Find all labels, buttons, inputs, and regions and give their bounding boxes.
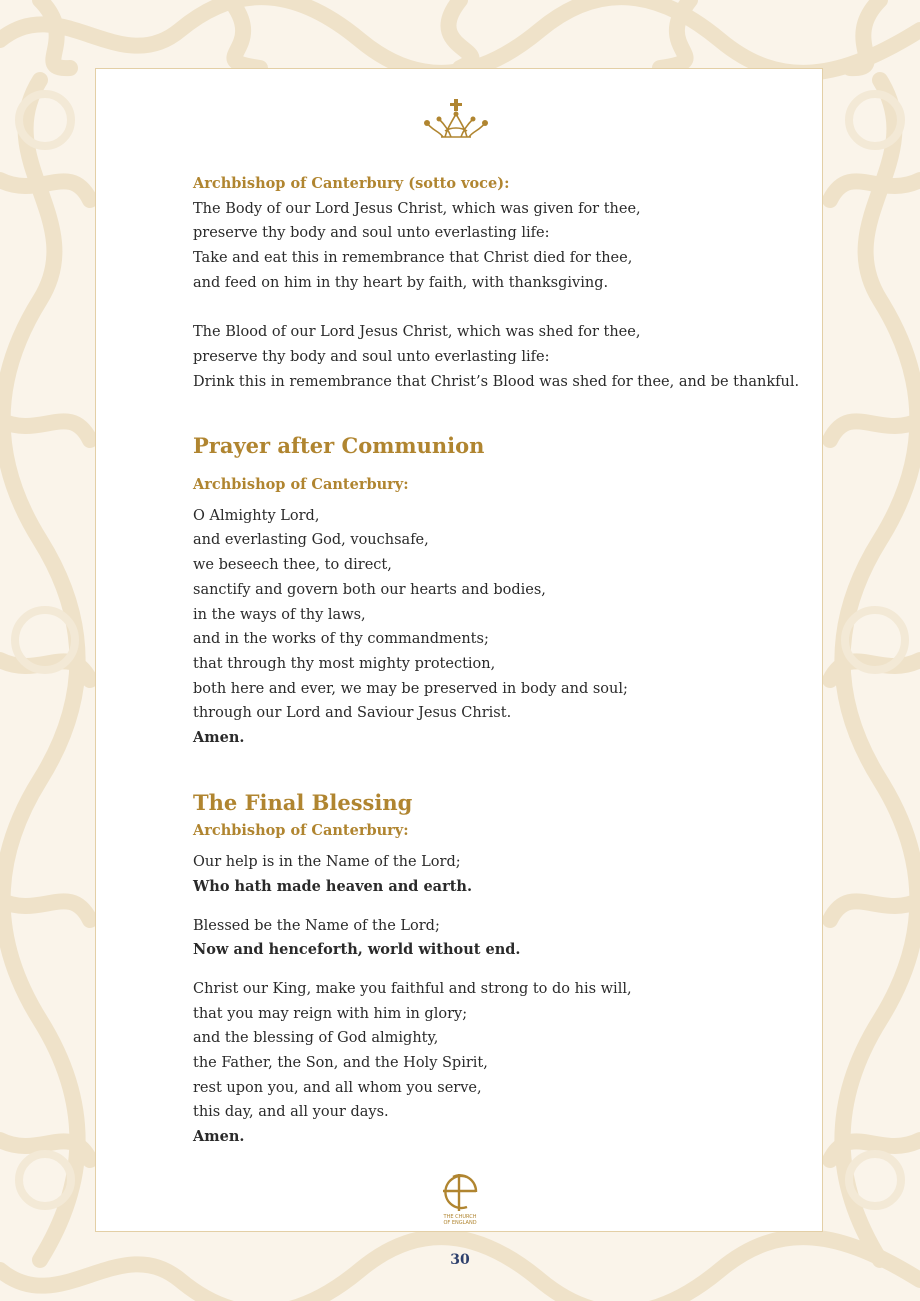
response-line: Who hath made heaven and earth.	[193, 877, 472, 895]
document-content	[193, 172, 800, 1150]
text-line: both here and ever, we may be preserved in body and soul;	[193, 680, 628, 697]
church-of-england-logo	[437, 1171, 483, 1227]
logo-text-line-1: THE CHURCH	[443, 1214, 477, 1220]
text-line: Take and eat this in remembrance that Christ died for thee,	[193, 250, 633, 267]
blessing-speaker: Archbishop of Canterbury:	[193, 822, 409, 840]
text-line: this day, and all your days.	[193, 1104, 389, 1121]
amen-response: Amen.	[193, 1128, 245, 1146]
text-line: and the blessing of God almighty,	[193, 1030, 439, 1047]
crown-icon	[421, 97, 491, 143]
logo-text-line-2: OF ENGLAND	[443, 1220, 477, 1226]
text-line: that you may reign with him in glory;	[193, 1005, 468, 1022]
amen-response: Amen.	[193, 729, 245, 747]
text-line: that through thy most mighty protection,	[193, 655, 496, 672]
text-line: sanctify and govern both our hearts and bodies,	[193, 581, 546, 598]
versicle-line: Our help is in the Name of the Lord;	[193, 854, 461, 871]
prayer-speaker: Archbishop of Canterbury:	[193, 476, 409, 494]
blessing-text	[193, 977, 793, 1150]
text-line: Christ our King, make you faithful and strong to do his will,	[193, 980, 632, 997]
communion-body-text	[193, 197, 793, 296]
response-line: Now and henceforth, world without end.	[193, 941, 521, 959]
page-number: 30	[450, 1252, 470, 1268]
blessing-versicle-2	[193, 914, 793, 963]
text-line: The Body of our Lord Jesus Christ, which was given for thee,	[193, 200, 641, 217]
text-line: preserve thy body and soul unto everlasting life:	[193, 348, 550, 365]
text-line: and everlasting God, vouchsafe,	[193, 532, 429, 549]
text-line: through our Lord and Saviour Jesus Christ.	[193, 705, 512, 722]
text-line: and in the works of thy commandments;	[193, 631, 489, 648]
text-line: and feed on him in thy heart by faith, with thanksgiving.	[193, 274, 609, 291]
text-line: in the ways of thy laws,	[193, 606, 366, 623]
text-line: Drink this in remembrance that Christ’s Blood was shed for thee, and be thankful.	[193, 373, 800, 390]
prayer-heading: Prayer after Communion	[193, 433, 485, 459]
text-line: The Blood of our Lord Jesus Christ, which was shed for thee,	[193, 324, 641, 341]
text-line: rest upon you, and all whom you serve,	[193, 1079, 482, 1096]
text-line: O Almighty Lord,	[193, 507, 320, 524]
text-line: we beseech thee, to direct,	[193, 557, 392, 574]
communion-blood-text	[193, 320, 800, 394]
text-line: the Father, the Son, and the Holy Spirit,	[193, 1055, 488, 1072]
blessing-versicle-1	[193, 850, 793, 899]
prayer-text	[193, 504, 793, 751]
text-line: preserve thy body and soul unto everlasting life:	[193, 225, 550, 242]
versicle-line: Blessed be the Name of the Lord;	[193, 917, 440, 934]
blessing-heading: The Final Blessing	[193, 789, 413, 815]
communion-speaker: Archbishop of Canterbury (sotto voce):	[193, 175, 510, 192]
